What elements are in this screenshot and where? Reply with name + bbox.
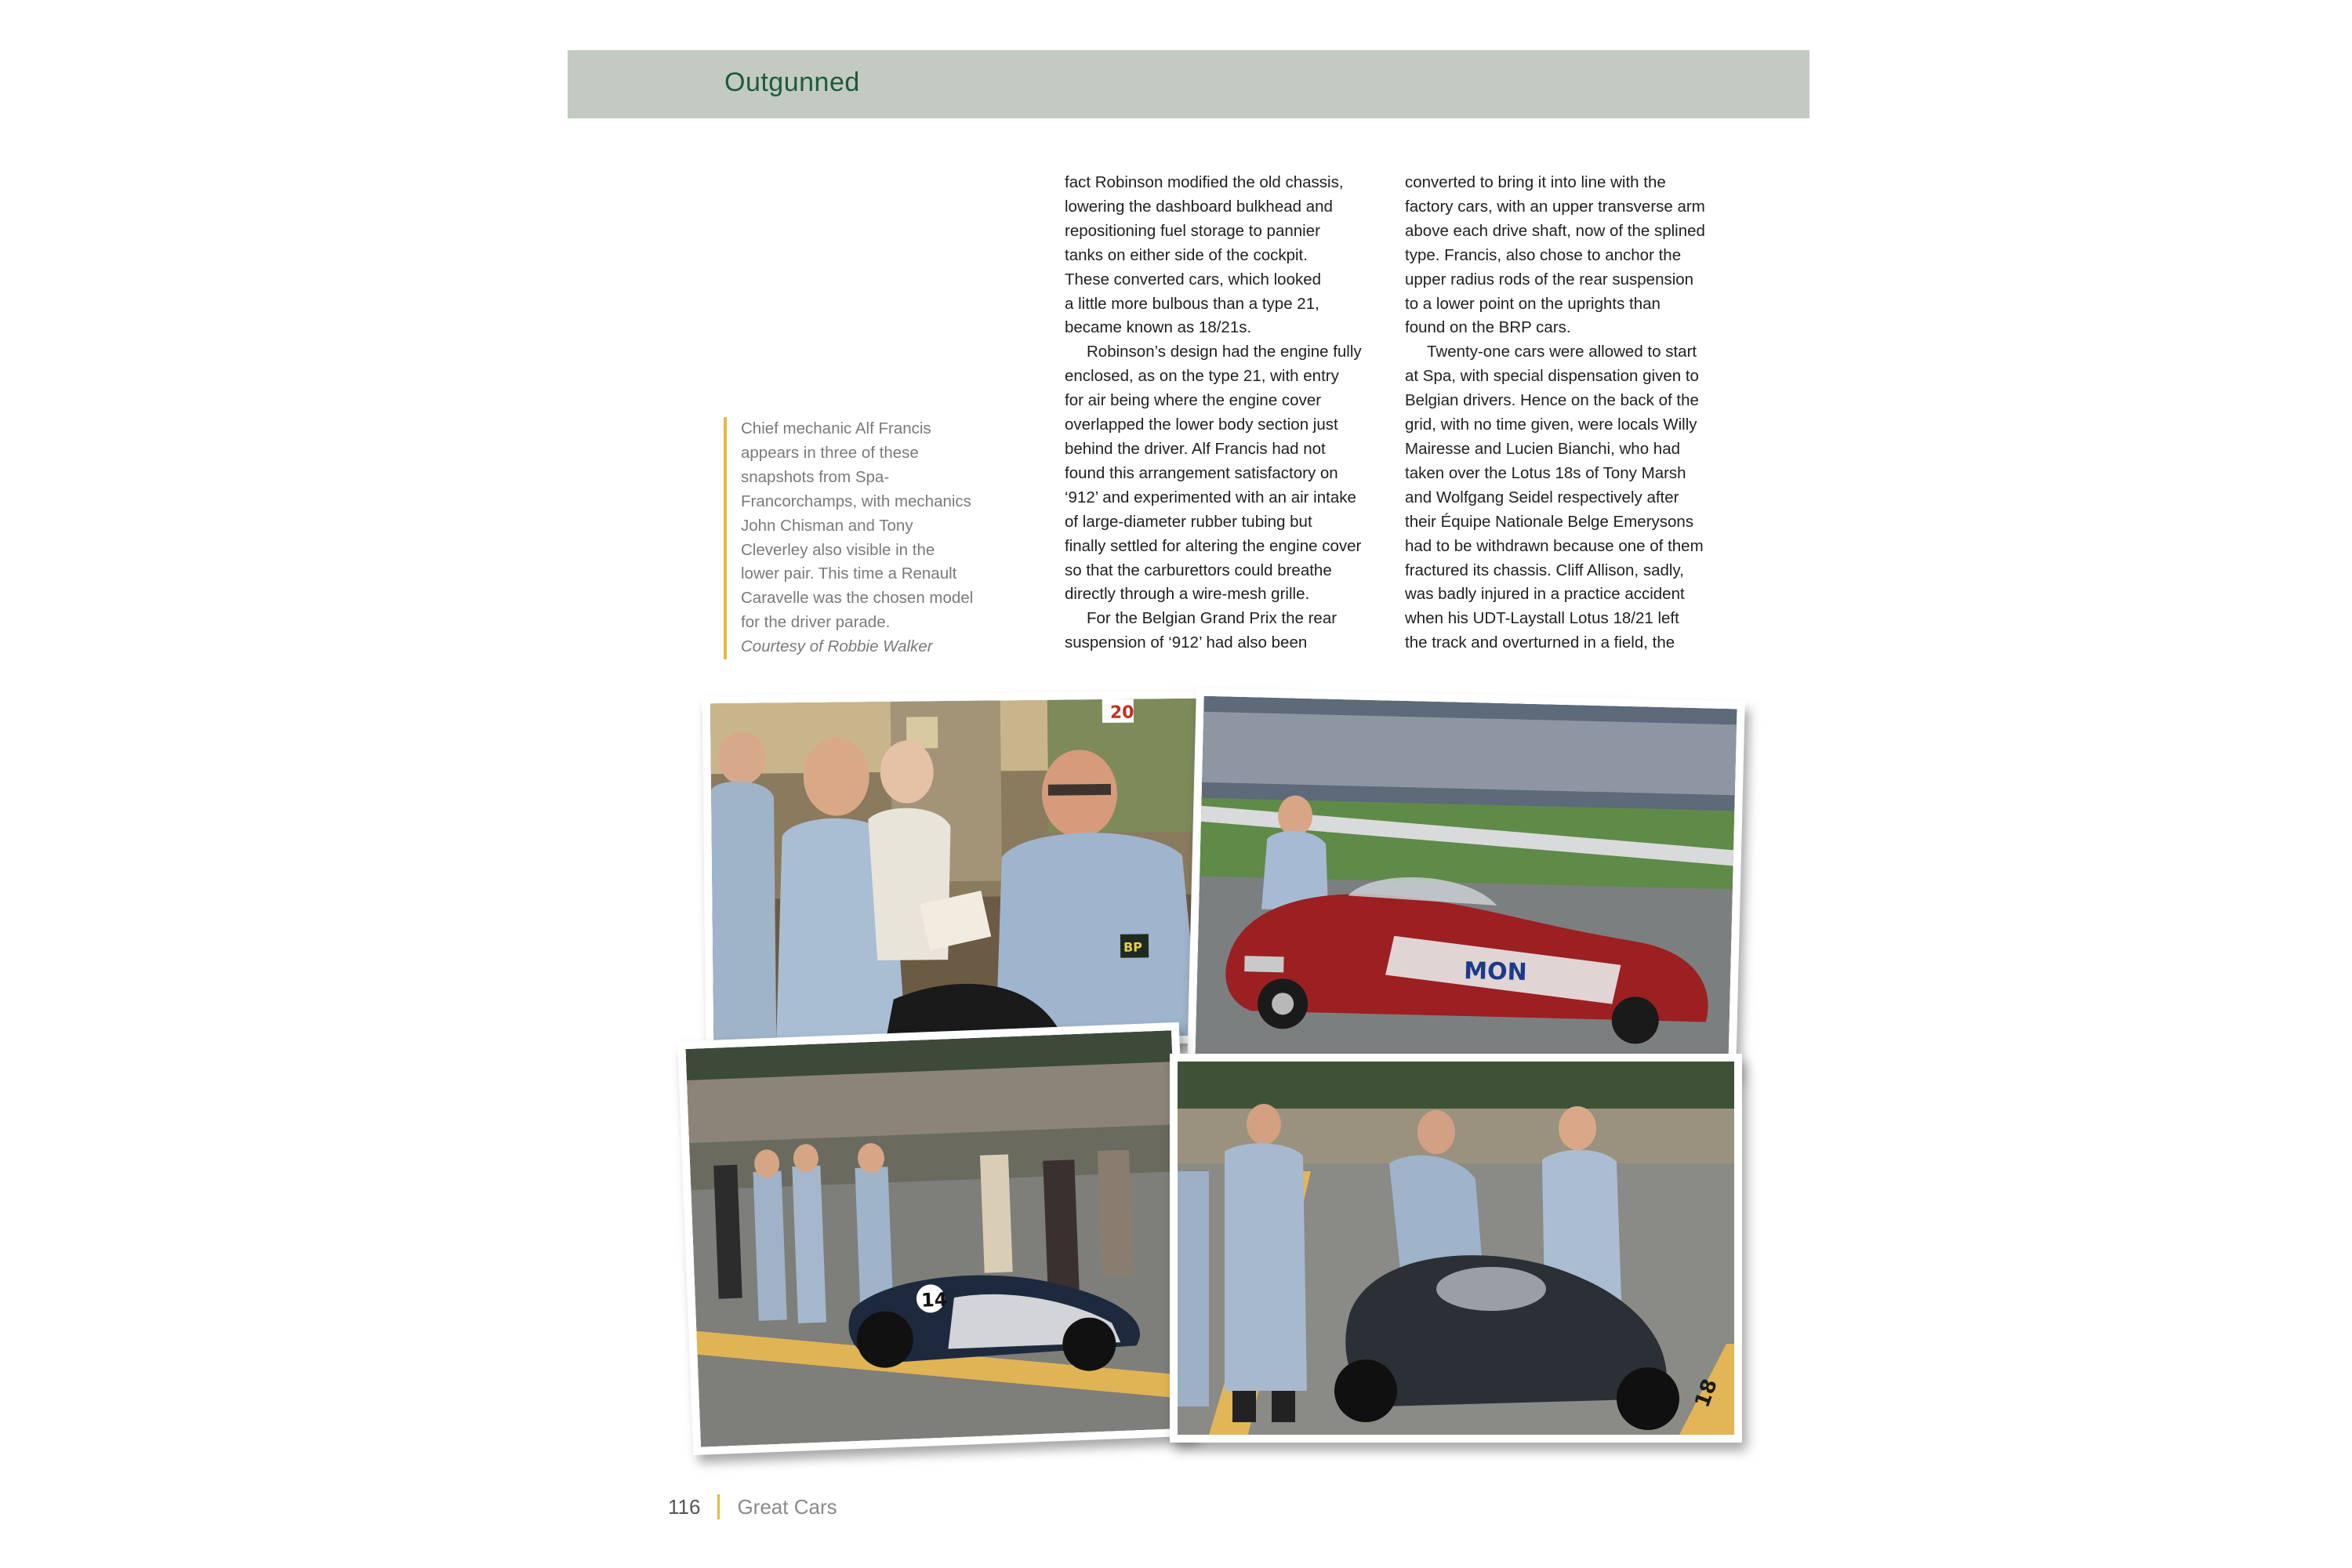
caption-line: for the driver parade. xyxy=(741,613,891,632)
section-header-bar xyxy=(568,50,1809,118)
body-line: Twenty-one cars were allowed to start xyxy=(1427,343,1697,361)
car-banner-text: MON xyxy=(1463,956,1528,986)
photo-pit-mechanics xyxy=(702,691,1208,1049)
caption-line: Francorchamps, with mechanics xyxy=(741,492,971,510)
body-line: These converted cars, which looked xyxy=(1065,270,1322,289)
photo-pit-mechanics-image xyxy=(710,699,1200,1040)
page-footer xyxy=(668,1491,837,1523)
body-line: overlapped the lower body section just xyxy=(1065,416,1338,434)
bp-badge: BP xyxy=(1123,939,1143,955)
body-line: when his UDT-Laystall Lotus 18/21 left xyxy=(1405,609,1679,628)
body-line: type. Francis, also chose to anchor the xyxy=(1405,245,1682,264)
body-line: was badly injured in a practice accident xyxy=(1405,585,1685,604)
caption-line: Cleverley also visible in the xyxy=(741,540,935,559)
caption-line: Caravelle was the chosen model xyxy=(741,589,974,608)
body-line: above each drive shaft, now of the splined xyxy=(1405,221,1705,240)
body-line: grid, with no time given, were locals Willy xyxy=(1405,416,1697,434)
body-line: fact Robinson modified the old chassis, xyxy=(1065,173,1344,191)
body-column-2 xyxy=(1405,171,1734,655)
body-line: and Wolfgang Seidel respectively after xyxy=(1405,488,1679,506)
body-line: of large-diameter rubber tubing but xyxy=(1065,512,1312,531)
body-line: to a lower point on the uprights than xyxy=(1405,294,1661,313)
body-line: upper radius rods of the rear suspension xyxy=(1405,270,1694,289)
body-line: found this arrangement satisfactory on xyxy=(1065,463,1338,482)
body-line: taken over the Lotus 18s of Tony Marsh xyxy=(1405,463,1686,482)
pit-sign-number: 20 xyxy=(1109,702,1134,723)
photo-caption xyxy=(724,417,1000,659)
body-line: their Équipe Nationale Belge Emerysons xyxy=(1405,512,1694,531)
body-line: for air being where the engine cover xyxy=(1065,391,1322,410)
photo-driver-parade xyxy=(1187,688,1745,1078)
body-line: lowering the dashboard bulkhead and xyxy=(1065,197,1333,216)
body-column-1 xyxy=(1065,171,1394,655)
body-line: a little more bulbous than a type 21, xyxy=(1065,294,1319,313)
body-line: Robinson’s design had the engine fully xyxy=(1087,343,1362,361)
body-line: factory cars, with an upper transverse arm xyxy=(1405,197,1705,216)
car-number-18: 18 xyxy=(1690,1375,1722,1411)
body-line: so that the carburettors could breathe xyxy=(1065,561,1332,579)
photo-grid-car-18-image xyxy=(1178,1062,1734,1435)
caption-line: John Chisman and Tony xyxy=(741,516,913,535)
caption-line: lower pair. This time a Renault xyxy=(741,564,957,583)
body-line: repositioning fuel storage to pannier xyxy=(1065,221,1320,240)
body-line: fractured its chassis. Cliff Allison, sadly, xyxy=(1405,561,1684,579)
photo-grid-car-14 xyxy=(677,1022,1195,1455)
caption-line: Chief mechanic Alf Francis xyxy=(741,419,931,437)
caption-credit: Courtesy of Robbie Walker xyxy=(741,637,933,656)
body-line: For the Belgian Grand Prix the rear xyxy=(1087,609,1338,628)
body-line: found on the BRP cars. xyxy=(1405,318,1571,337)
body-line: enclosed, as on the type 21, with entry xyxy=(1065,367,1339,386)
body-line: became known as 18/21s. xyxy=(1065,318,1252,337)
body-line: the track and overturned in a field, the xyxy=(1405,633,1675,652)
photo-grid-car-18 xyxy=(1170,1054,1742,1443)
body-line: tanks on either side of the cockpit. xyxy=(1065,245,1308,264)
body-line: suspension of ‘912’ had also been xyxy=(1065,633,1308,652)
body-line: behind the driver. Alf Francis had not xyxy=(1065,439,1326,458)
section-title: Outgunned xyxy=(724,67,860,97)
book-title: Great Cars xyxy=(737,1494,837,1519)
body-line: Belgian drivers. Hence on the back of the xyxy=(1405,391,1699,410)
caption-line: appears in three of these xyxy=(741,443,919,462)
body-line: directly through a wire-mesh grille. xyxy=(1065,585,1310,604)
car-number-14: 14 xyxy=(920,1288,948,1312)
body-line: finally settled for altering the engine cover xyxy=(1065,536,1362,555)
body-line: had to be withdrawn because one of them xyxy=(1405,536,1704,555)
page-number: 116 xyxy=(668,1494,701,1519)
body-line: converted to bring it into line with the xyxy=(1405,173,1666,191)
body-line: Mairesse and Lucien Bianchi, who had xyxy=(1405,439,1680,458)
body-line: at Spa, with special dispensation given to xyxy=(1405,367,1699,386)
body-line: ‘912’ and experimented with an air intake xyxy=(1065,488,1356,506)
photo-driver-parade-image xyxy=(1195,696,1737,1069)
photo-grid-car-14-image xyxy=(685,1030,1186,1446)
footer-divider xyxy=(717,1494,720,1519)
caption-line: snapshots from Spa- xyxy=(741,467,890,486)
